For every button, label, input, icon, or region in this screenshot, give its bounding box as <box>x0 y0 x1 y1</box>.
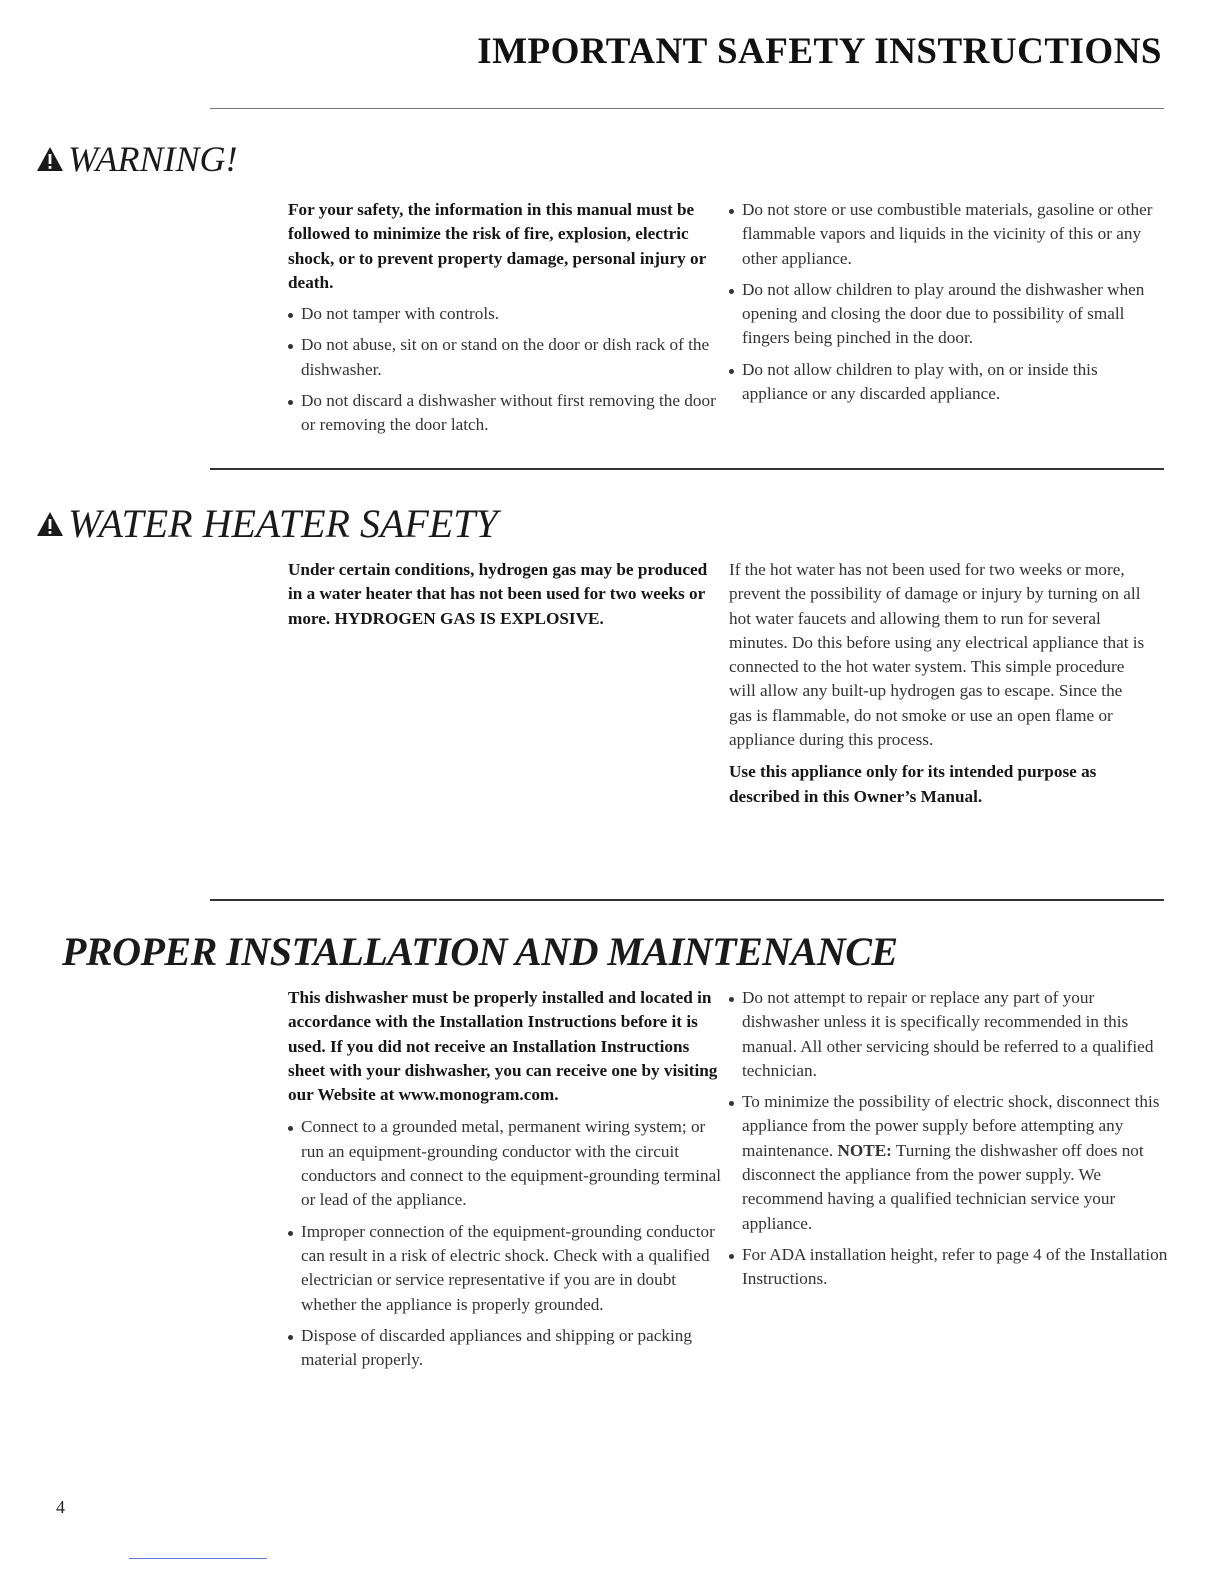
list-item <box>729 1090 1169 1236</box>
installation-right-list <box>729 986 1169 1292</box>
header-divider <box>210 108 1164 109</box>
list-item-text: For ADA installation height, refer to page 4 of the Installation Instructions. <box>742 1244 1168 1289</box>
warning-right-list <box>729 198 1164 406</box>
water-heater-right-column <box>729 558 1149 809</box>
bullet-icon <box>729 289 734 294</box>
bullet-icon <box>288 1335 293 1340</box>
list-item <box>288 389 728 438</box>
warning-left-list <box>288 302 728 437</box>
list-item <box>288 1324 728 1373</box>
installation-heading: PROPER INSTALLATION AND MAINTENANCE <box>62 929 898 974</box>
bullet-icon <box>729 209 734 214</box>
page-title: IMPORTANT SAFETY INSTRUCTIONS <box>477 31 1162 72</box>
bullet-icon <box>288 1231 293 1236</box>
list-item-text: Do not abuse, sit on or stand on the door or dish rack of the dishwasher. <box>301 335 710 379</box>
installation-lead: This dishwasher must be properly installed and located in accordance with the Installation Instructions before it is used. If you did not receive an Installation Instructions sheet with your dishwasher, you can receive one by visiting our Website at www.monogram.com. <box>288 988 718 1105</box>
list-item-text: Dispose of discarded appliances and shipping or packing material properly. <box>301 1325 692 1370</box>
installation-left-list <box>288 1115 728 1372</box>
list-item <box>729 198 1164 271</box>
list-item-text: Do not allow children to play with, on or inside this appliance or any discarded appliance. <box>742 359 1098 404</box>
bullet-icon <box>288 313 293 318</box>
list-item <box>729 986 1169 1083</box>
list-item <box>288 1115 728 1212</box>
section-divider <box>210 468 1164 470</box>
water-heater-heading-text: WATER HEATER SAFETY <box>68 501 498 546</box>
water-heater-left-column <box>288 558 718 631</box>
warning-triangle-icon <box>36 146 64 172</box>
list-item-text: Improper connection of the equipment-grounding conductor can result in a risk of electric shock. Check with a qualified electrician or service representative if you are in doubt whether the appliance is properly grounded. <box>301 1221 715 1314</box>
page-number: 4 <box>56 1497 65 1517</box>
bullet-icon <box>729 1101 734 1106</box>
list-item-text: Do not tamper with controls. <box>301 304 500 324</box>
list-item-text: Do not allow children to play around the dishwasher when opening and closing the door due to possibility of small fingers being pinched in the door. <box>742 279 1145 348</box>
list-item <box>288 302 728 326</box>
installation-right-column <box>729 986 1169 1292</box>
warning-left-column <box>288 198 728 438</box>
warning-right-column <box>729 198 1164 406</box>
list-item <box>729 358 1164 407</box>
list-item <box>288 333 728 382</box>
list-item-text: Do not store or use combustible materials, gasoline or other flammable vapors and liquids in the vicinity of this or any other appliance. <box>742 200 1153 268</box>
list-item <box>729 278 1164 351</box>
warning-heading-text: WARNING! <box>68 139 238 179</box>
installation-left-column <box>288 986 728 1372</box>
list-item <box>729 1243 1169 1292</box>
list-item-text: To minimize the possibility of electric shock, disconnect this appliance from the power supply before attempting any maintenance. <box>742 1092 1160 1160</box>
list-item <box>288 1220 728 1317</box>
note-label: NOTE: <box>837 1140 892 1160</box>
water-heater-closing: Use this appliance only for its intended purpose as described in this Owner’s Manual. <box>729 762 1097 806</box>
water-heater-lead: Under certain conditions, hydrogen gas may be produced in a water heater that has not been used for two weeks or more. HYDROGEN GAS IS EXPLOSIVE. <box>288 560 708 628</box>
warning-lead: For your safety, the information in this manual must be followed to minimize the risk of fire, explosion, electric shock, or to prevent property damage, personal injury or death. <box>288 200 706 292</box>
bullet-icon <box>729 1254 734 1259</box>
list-item-text: Do not discard a dishwasher without first removing the door or removing the door latch. <box>301 391 716 435</box>
list-item-text: Do not attempt to repair or replace any part of your dishwasher unless it is specifically recommended in this manual. All other servicing should be referred to a qualified technician. <box>742 988 1154 1080</box>
water-heater-heading <box>36 500 498 547</box>
bullet-icon <box>288 400 293 405</box>
bullet-icon <box>288 1126 293 1131</box>
bullet-icon <box>729 369 734 374</box>
section-divider <box>210 899 1164 901</box>
bullet-icon <box>729 997 734 1002</box>
warning-heading <box>36 138 237 180</box>
list-item-text: Connect to a grounded metal, permanent wiring system; or run an equipment-grounding conductor with the circuit conductors and connect to the equipment-grounding terminal or lead of the appliance. <box>301 1117 722 1210</box>
bullet-icon <box>288 344 293 349</box>
footer-line <box>129 1558 267 1559</box>
warning-triangle-icon <box>36 511 64 537</box>
water-heater-body: If the hot water has not been used for two weeks or more, prevent the possibility of damage or injury by turning on all hot water faucets and allowing them to run for several minutes. Do this before using any electrical appliance that is connected to the hot water system. This simple procedure will allow any built-up hydrogen gas to escape. Since the gas is flammable, do not smoke or use an open flame or appliance during this process. <box>729 560 1145 750</box>
note-text: Turning the dishwasher off does not disconnect the appliance from the power supply. We recommend having a qualified technician service your appliance. <box>742 1140 1144 1233</box>
